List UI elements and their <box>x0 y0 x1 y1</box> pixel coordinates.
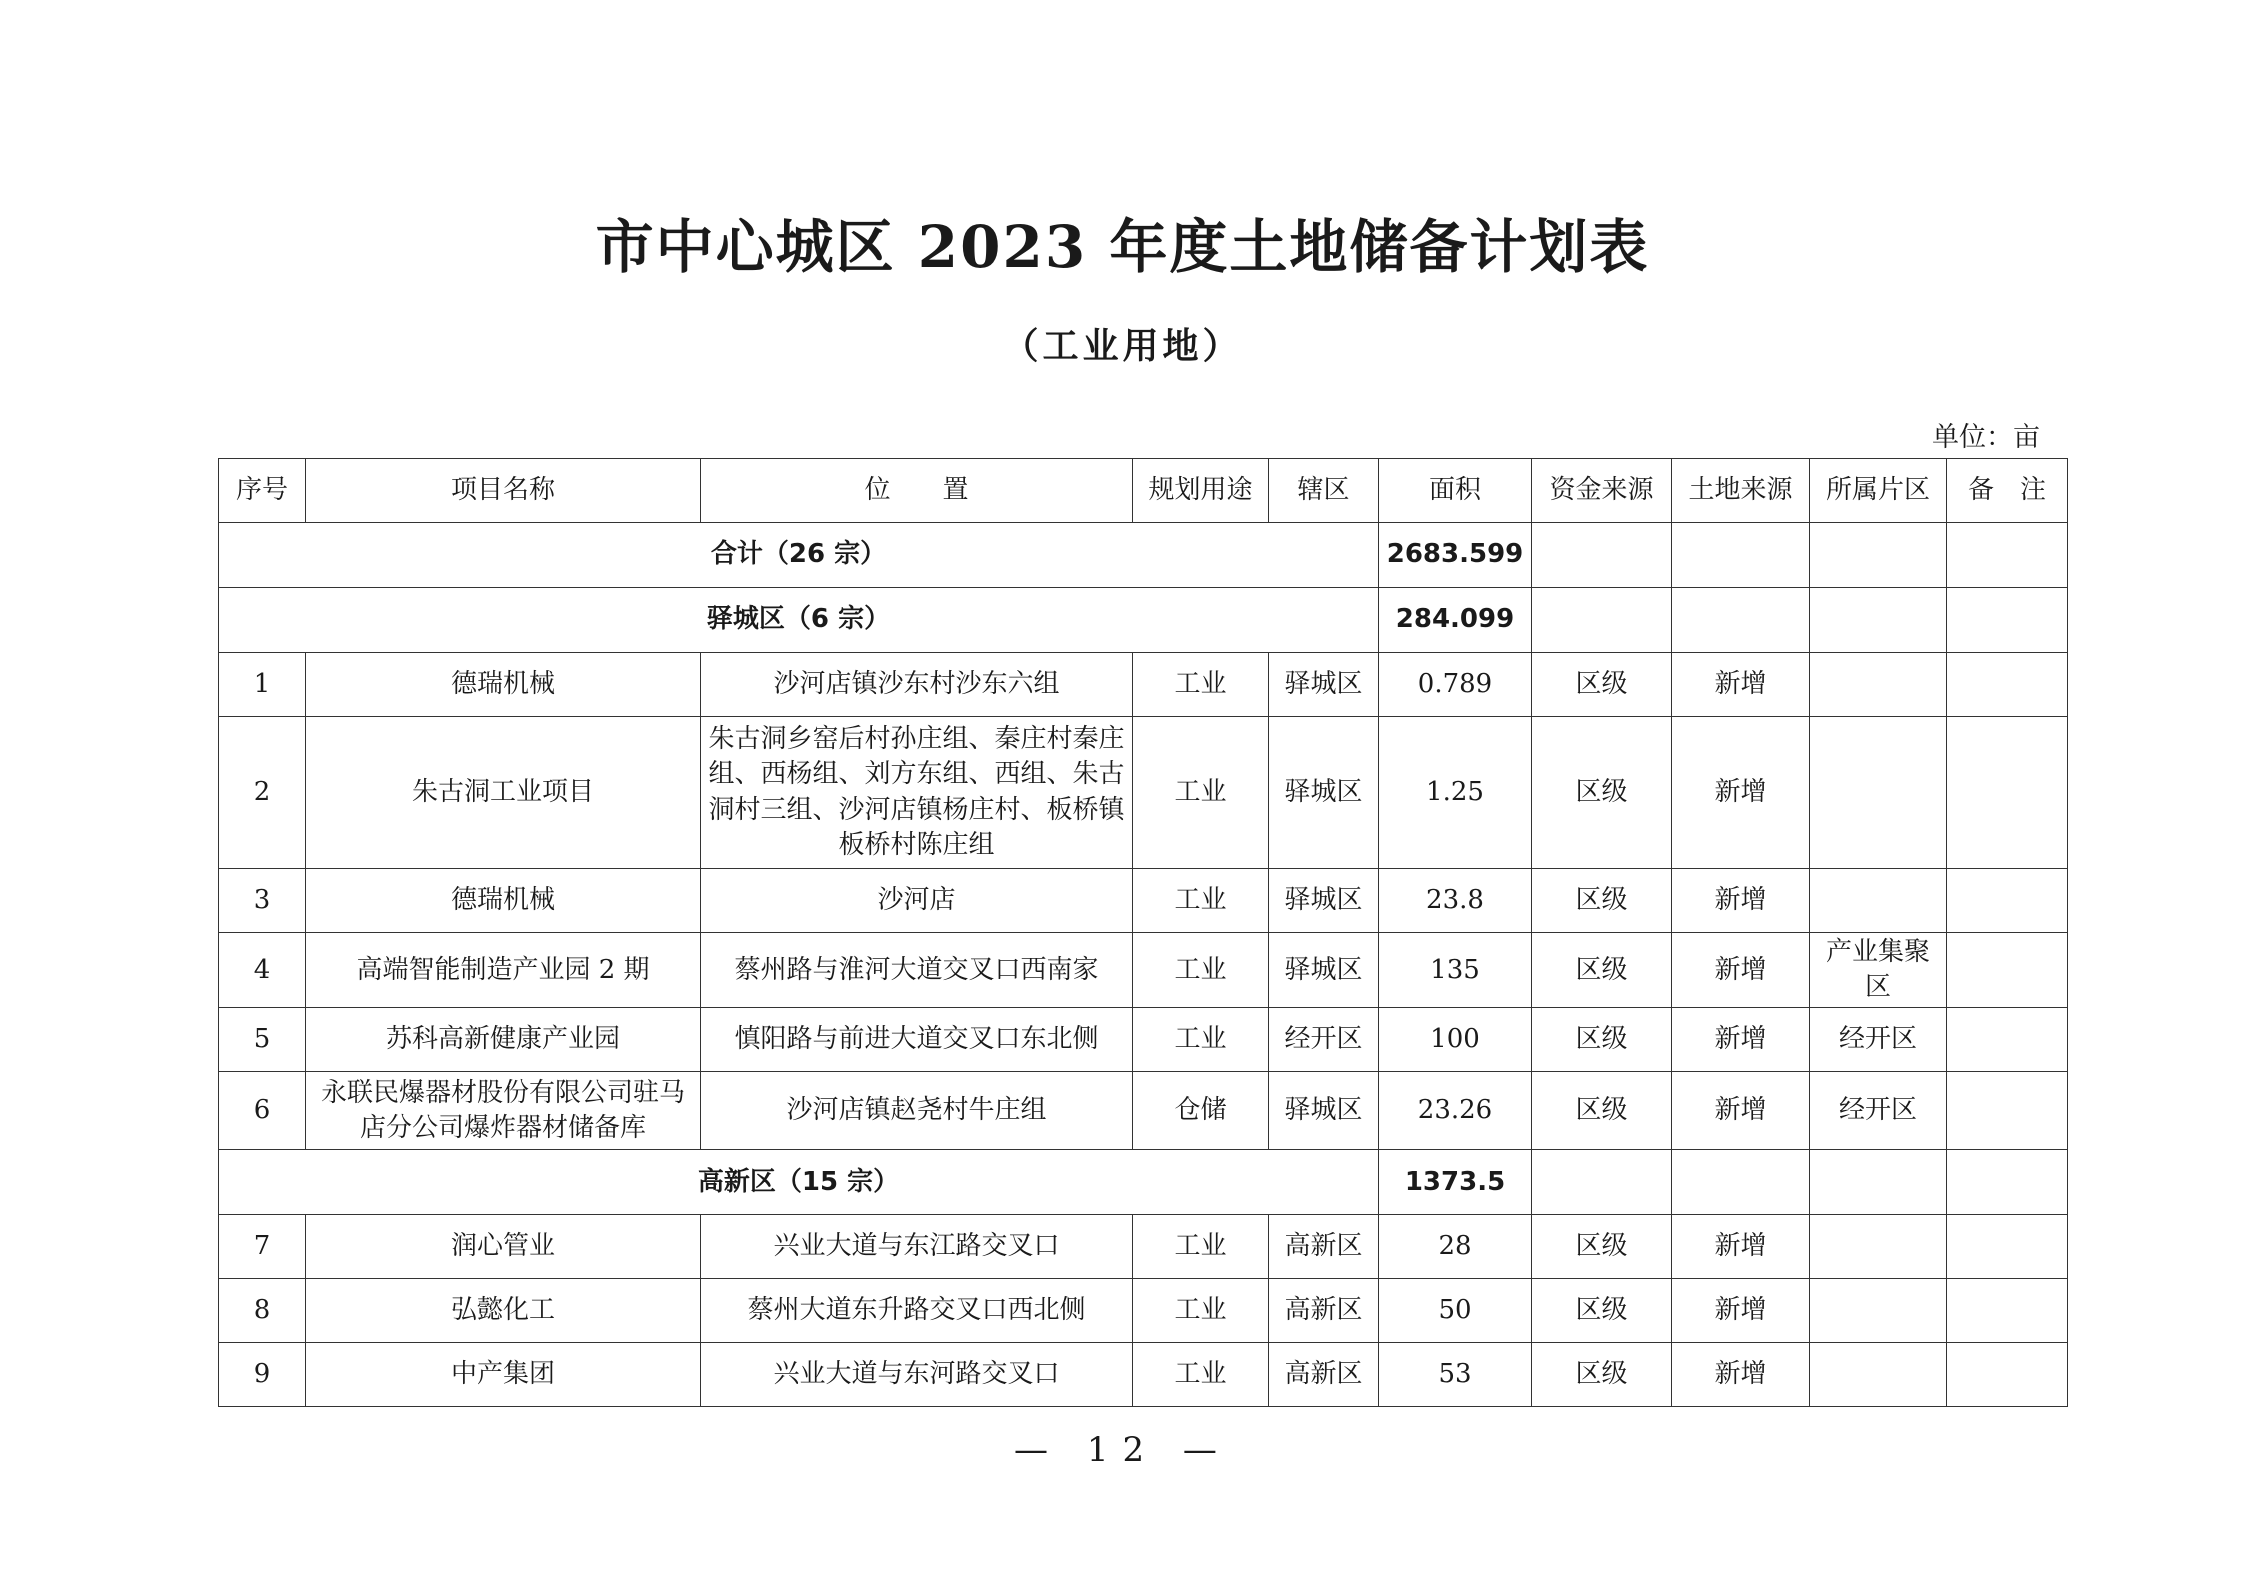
table-row <box>219 1072 2068 1150</box>
table-row <box>219 717 2068 869</box>
cell-district: 驿城区 <box>1269 653 1379 717</box>
cell-fund: 区级 <box>1532 1215 1672 1279</box>
cell-name: 苏科高新健康产业园 <box>306 1008 701 1072</box>
cell-area: 1.25 <box>1379 717 1532 869</box>
cell-district: 驿城区 <box>1269 933 1379 1008</box>
cell-district: 驿城区 <box>1269 1072 1379 1150</box>
header-name: 项目名称 <box>306 459 701 523</box>
cell-land: 新增 <box>1672 1072 1810 1150</box>
cell-district: 高新区 <box>1269 1215 1379 1279</box>
cell-use: 工业 <box>1133 1279 1269 1343</box>
cell-area: 23.26 <box>1379 1072 1532 1150</box>
cell-note <box>1947 653 2068 717</box>
group-row <box>219 588 2068 653</box>
cell-location: 沙河店镇沙东村沙东六组 <box>701 653 1133 717</box>
group-area: 284.099 <box>1379 588 1532 653</box>
cell-name: 弘懿化工 <box>306 1279 701 1343</box>
cell-use: 工业 <box>1133 1215 1269 1279</box>
cell-fund: 区级 <box>1532 653 1672 717</box>
cell-zone <box>1810 1279 1947 1343</box>
table-row <box>219 1008 2068 1072</box>
cell-seq: 5 <box>219 1008 306 1072</box>
header-area: 面积 <box>1379 459 1532 523</box>
cell-land: 新增 <box>1672 869 1810 933</box>
cell-district: 经开区 <box>1269 1008 1379 1072</box>
cell-seq: 2 <box>219 717 306 869</box>
cell-location: 沙河店 <box>701 869 1133 933</box>
group-row <box>219 1150 2068 1215</box>
cell-use: 工业 <box>1133 653 1269 717</box>
header-zone: 所属片区 <box>1810 459 1947 523</box>
cell-zone: 经开区 <box>1810 1072 1947 1150</box>
cell-area: 100 <box>1379 1008 1532 1072</box>
cell-note <box>1947 1279 2068 1343</box>
cell-land: 新增 <box>1672 1343 1810 1407</box>
table-row <box>219 933 2068 1008</box>
total-label: 合计（26 宗） <box>219 523 1379 588</box>
cell-area: 135 <box>1379 933 1532 1008</box>
total-row <box>219 523 2068 588</box>
cell-note <box>1947 1008 2068 1072</box>
cell-zone <box>1810 717 1947 869</box>
cell-fund: 区级 <box>1532 1008 1672 1072</box>
total-area: 2683.599 <box>1379 523 1532 588</box>
cell-district: 高新区 <box>1269 1343 1379 1407</box>
cell-use: 工业 <box>1133 1343 1269 1407</box>
table-row <box>219 653 2068 717</box>
cell-area: 0.789 <box>1379 653 1532 717</box>
cell-location: 兴业大道与东河路交叉口 <box>701 1343 1133 1407</box>
cell-land: 新增 <box>1672 1279 1810 1343</box>
header-district: 辖区 <box>1269 459 1379 523</box>
table-row <box>219 869 2068 933</box>
unit-label: 单位：亩 <box>1932 422 2040 453</box>
cell-use: 工业 <box>1133 933 1269 1008</box>
cell-fund: 区级 <box>1532 717 1672 869</box>
header-seq: 序号 <box>219 459 306 523</box>
cell-area: 23.8 <box>1379 869 1532 933</box>
cell-name: 德瑞机械 <box>306 653 701 717</box>
cell-note <box>1947 933 2068 1008</box>
cell-zone: 产业集聚区 <box>1810 933 1947 1008</box>
page-title: 市中心城区 2023 年度土地储备计划表 <box>595 213 1650 281</box>
cell-location: 慎阳路与前进大道交叉口东北侧 <box>701 1008 1133 1072</box>
cell-zone <box>1810 1343 1947 1407</box>
land-reserve-table <box>218 458 2068 1407</box>
header-land: 土地来源 <box>1672 459 1810 523</box>
cell-name: 高端智能制造产业园 2 期 <box>306 933 701 1008</box>
table-row <box>219 1343 2068 1407</box>
cell-note <box>1947 1072 2068 1150</box>
cell-land: 新增 <box>1672 1008 1810 1072</box>
cell-district: 高新区 <box>1269 1279 1379 1343</box>
cell-fund: 区级 <box>1532 1343 1672 1407</box>
cell-note <box>1947 869 2068 933</box>
cell-use: 工业 <box>1133 1008 1269 1072</box>
cell-land: 新增 <box>1672 1215 1810 1279</box>
cell-area: 28 <box>1379 1215 1532 1279</box>
cell-name: 德瑞机械 <box>306 869 701 933</box>
cell-district: 驿城区 <box>1269 869 1379 933</box>
cell-zone <box>1810 1215 1947 1279</box>
cell-location: 蔡州大道东升路交叉口西北侧 <box>701 1279 1133 1343</box>
table-row <box>219 1279 2068 1343</box>
header-fund: 资金来源 <box>1532 459 1672 523</box>
cell-area: 50 <box>1379 1279 1532 1343</box>
cell-fund: 区级 <box>1532 933 1672 1008</box>
cell-seq: 4 <box>219 933 306 1008</box>
cell-name: 朱古洞工业项目 <box>306 717 701 869</box>
header-use: 规划用途 <box>1133 459 1269 523</box>
cell-zone <box>1810 869 1947 933</box>
cell-location: 沙河店镇赵尧村牛庄组 <box>701 1072 1133 1150</box>
cell-land: 新增 <box>1672 653 1810 717</box>
cell-use: 工业 <box>1133 869 1269 933</box>
cell-seq: 9 <box>219 1343 306 1407</box>
cell-fund: 区级 <box>1532 1072 1672 1150</box>
cell-zone <box>1810 653 1947 717</box>
cell-land: 新增 <box>1672 717 1810 869</box>
cell-seq: 3 <box>219 869 306 933</box>
table-header-row <box>219 459 2068 523</box>
cell-seq: 7 <box>219 1215 306 1279</box>
cell-name: 永联民爆器材股份有限公司驻马店分公司爆炸器材储备库 <box>306 1072 701 1150</box>
header-note: 备 注 <box>1947 459 2068 523</box>
cell-use: 工业 <box>1133 717 1269 869</box>
cell-seq: 6 <box>219 1072 306 1150</box>
cell-land: 新增 <box>1672 933 1810 1008</box>
cell-seq: 8 <box>219 1279 306 1343</box>
cell-note <box>1947 717 2068 869</box>
cell-location: 兴业大道与东江路交叉口 <box>701 1215 1133 1279</box>
cell-name: 润心管业 <box>306 1215 701 1279</box>
header-location: 位 置 <box>701 459 1133 523</box>
cell-district: 驿城区 <box>1269 717 1379 869</box>
cell-location: 朱古洞乡窑后村孙庄组、秦庄村秦庄组、西杨组、刘方东组、西组、朱古洞村三组、沙河店镇杨庄村、板桥镇板桥村陈庄组 <box>701 717 1133 869</box>
cell-note <box>1947 1343 2068 1407</box>
cell-name: 中产集团 <box>306 1343 701 1407</box>
cell-use: 仓储 <box>1133 1072 1269 1150</box>
group-label: 驿城区（6 宗） <box>219 588 1379 653</box>
cell-fund: 区级 <box>1532 1279 1672 1343</box>
cell-note <box>1947 1215 2068 1279</box>
cell-area: 53 <box>1379 1343 1532 1407</box>
cell-location: 蔡州路与淮河大道交叉口西南家 <box>701 933 1133 1008</box>
cell-fund: 区级 <box>1532 869 1672 933</box>
page-subtitle: （工业用地） <box>1002 326 1243 367</box>
table-row <box>219 1215 2068 1279</box>
cell-zone: 经开区 <box>1810 1008 1947 1072</box>
page-number: — 12 — <box>1014 1430 1231 1470</box>
group-label: 高新区（15 宗） <box>219 1150 1379 1215</box>
group-area: 1373.5 <box>1379 1150 1532 1215</box>
cell-seq: 1 <box>219 653 306 717</box>
